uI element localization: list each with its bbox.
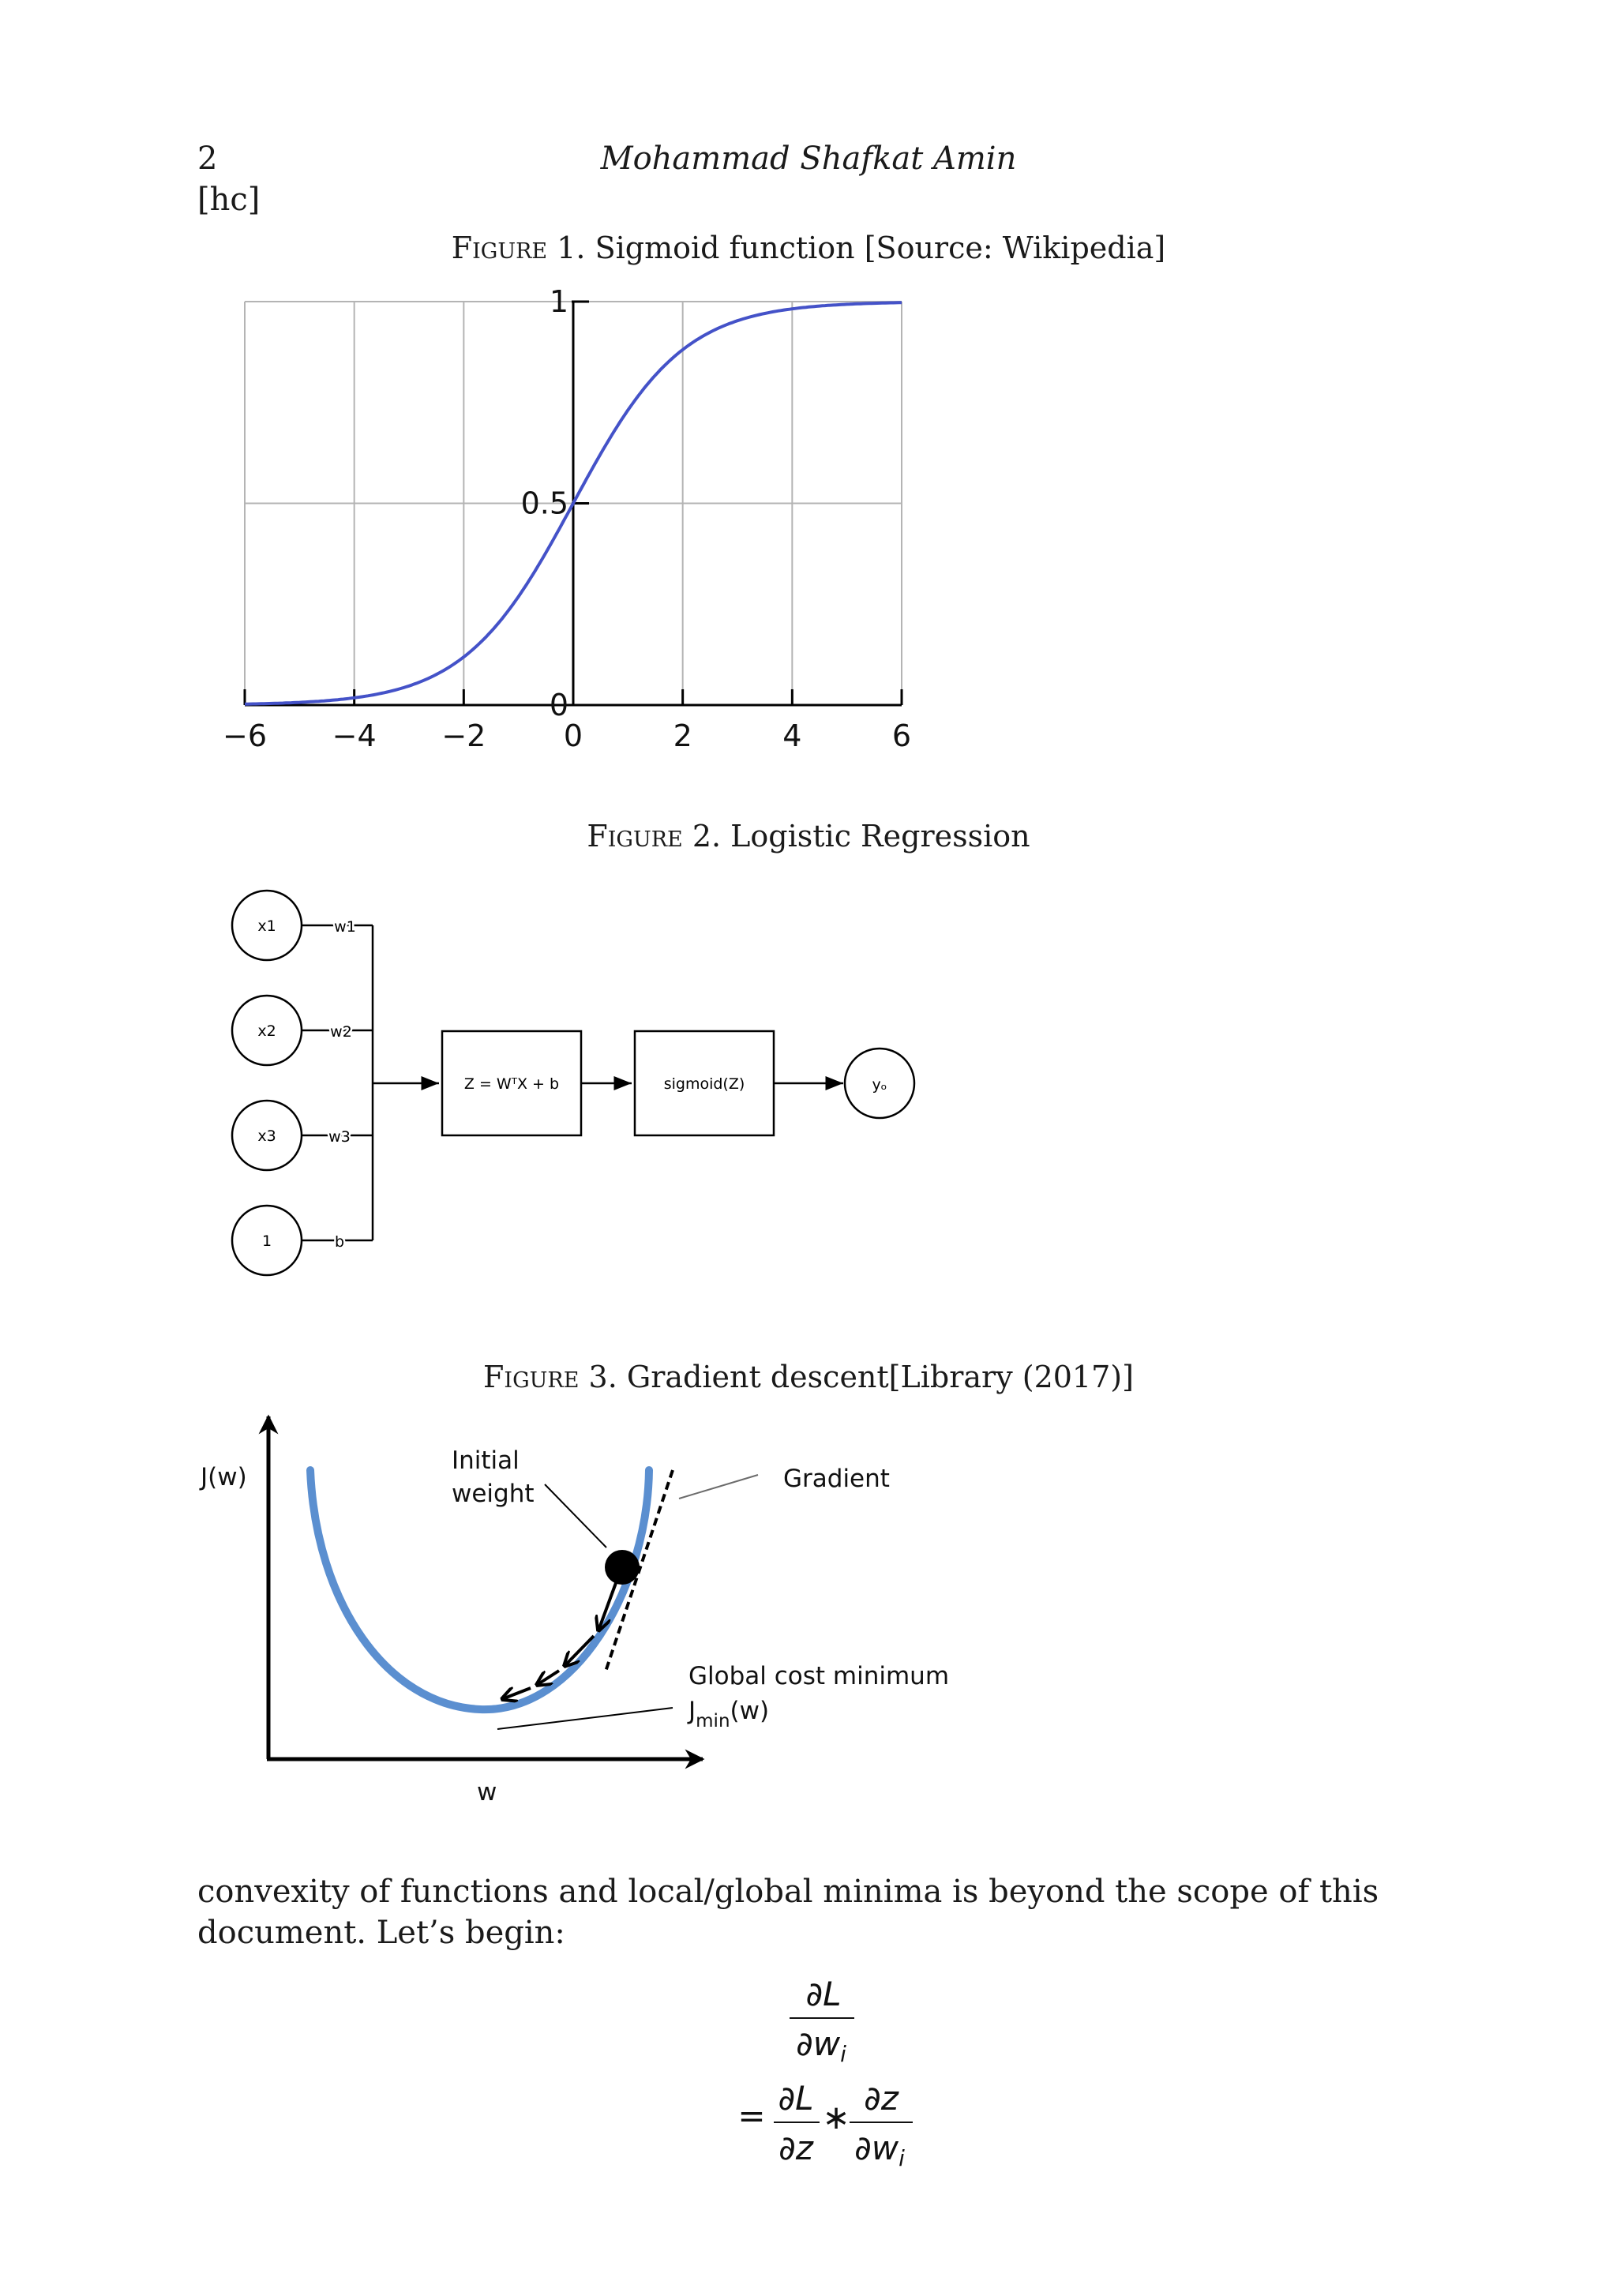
initial-weight-leader	[545, 1484, 606, 1548]
initial-weight-label-line1: Initial	[452, 1446, 520, 1475]
global-min-label: Global cost minimum	[688, 1662, 950, 1690]
figure1-caption-label: Figure 1.	[451, 231, 586, 265]
input-label-x3: x3	[257, 1127, 276, 1145]
page-number: 2	[197, 141, 218, 177]
input-label-bias: 1	[261, 1232, 272, 1250]
x-tick-label: 4	[782, 718, 802, 753]
eq-rhs2-numerator: ∂z	[864, 2079, 899, 2118]
output-label: yₒ	[872, 1076, 887, 1094]
jmin-label	[687, 1697, 769, 1731]
running-head-author: Mohammad Shafkat Amin	[600, 141, 1017, 177]
x-axis-label: w	[477, 1778, 497, 1806]
logistic-regression-diagram	[0, 869, 1617, 1311]
weight-label-w3: w3	[328, 1128, 351, 1146]
sigmoid-box-label: sigmoid(Z)	[663, 1075, 745, 1093]
weight-label-w1: w1	[334, 918, 356, 936]
input-label-x1: x1	[257, 917, 276, 935]
x-tick-label: −4	[332, 718, 377, 753]
y-tick-label: 0	[549, 688, 568, 722]
figure3-caption	[0, 1360, 1617, 1394]
gradient-leader	[679, 1475, 758, 1499]
x-tick-label: −6	[222, 718, 268, 753]
jmin-subscript: min	[696, 1711, 730, 1731]
eq-rhs1-numerator: ∂L	[778, 2079, 814, 2118]
y-tick-label: 0.5	[520, 486, 568, 521]
y-tick-label: 1	[549, 284, 568, 319]
linear-box-label: Z = WᵀX + b	[463, 1075, 560, 1093]
input-label-x2: x2	[257, 1022, 276, 1040]
eq-lhs-denominator: ∂wi	[796, 2024, 846, 2067]
eq-rhs1-denominator: ∂z	[778, 2129, 813, 2167]
gradient-descent-diagram	[0, 1405, 1617, 1816]
figure3-caption-text: Gradient descent[Library (2017)]	[626, 1360, 1134, 1394]
initial-weight-ball	[605, 1550, 640, 1585]
figure3-caption-label: Figure 3.	[483, 1360, 617, 1394]
eq-rhs2-denominator: ∂wi	[854, 2129, 905, 2171]
weight-label-b: b	[334, 1233, 345, 1251]
figure2-caption-text: Logistic Regression	[730, 819, 1030, 853]
jmin-base: J	[688, 1697, 696, 1725]
figure1-caption-text: Sigmoid function [Source: Wikipedia]	[595, 231, 1166, 265]
sigmoid-chart	[0, 0, 1617, 790]
body-paragraph: convexity of functions and local/global minima is beyond the scope of this document. Let’s begin:	[197, 1874, 1379, 1951]
weight-label-w2: w2	[330, 1023, 352, 1041]
initial-weight-label-line2: weight	[452, 1480, 535, 1508]
y-axis-label: J(w)	[201, 1463, 247, 1491]
global-min-leader	[497, 1708, 673, 1729]
figure2-caption	[0, 819, 1617, 853]
x-tick-label: 6	[891, 718, 912, 753]
eq-times: ∗	[822, 2098, 850, 2137]
eq-equals: =	[737, 2096, 766, 2135]
jmin-argument: (w)	[730, 1697, 770, 1725]
eq-lhs-numerator: ∂L	[805, 1975, 842, 2013]
figure2-caption-label: Figure 2.	[587, 819, 722, 853]
gradient-label: Gradient	[783, 1465, 890, 1493]
x-tick-label: 0	[563, 718, 583, 753]
derivative-equation	[0, 1966, 1617, 2179]
placement-marker: [hc]	[197, 182, 261, 218]
x-tick-label: 2	[673, 718, 692, 753]
x-tick-label: −2	[441, 718, 486, 753]
